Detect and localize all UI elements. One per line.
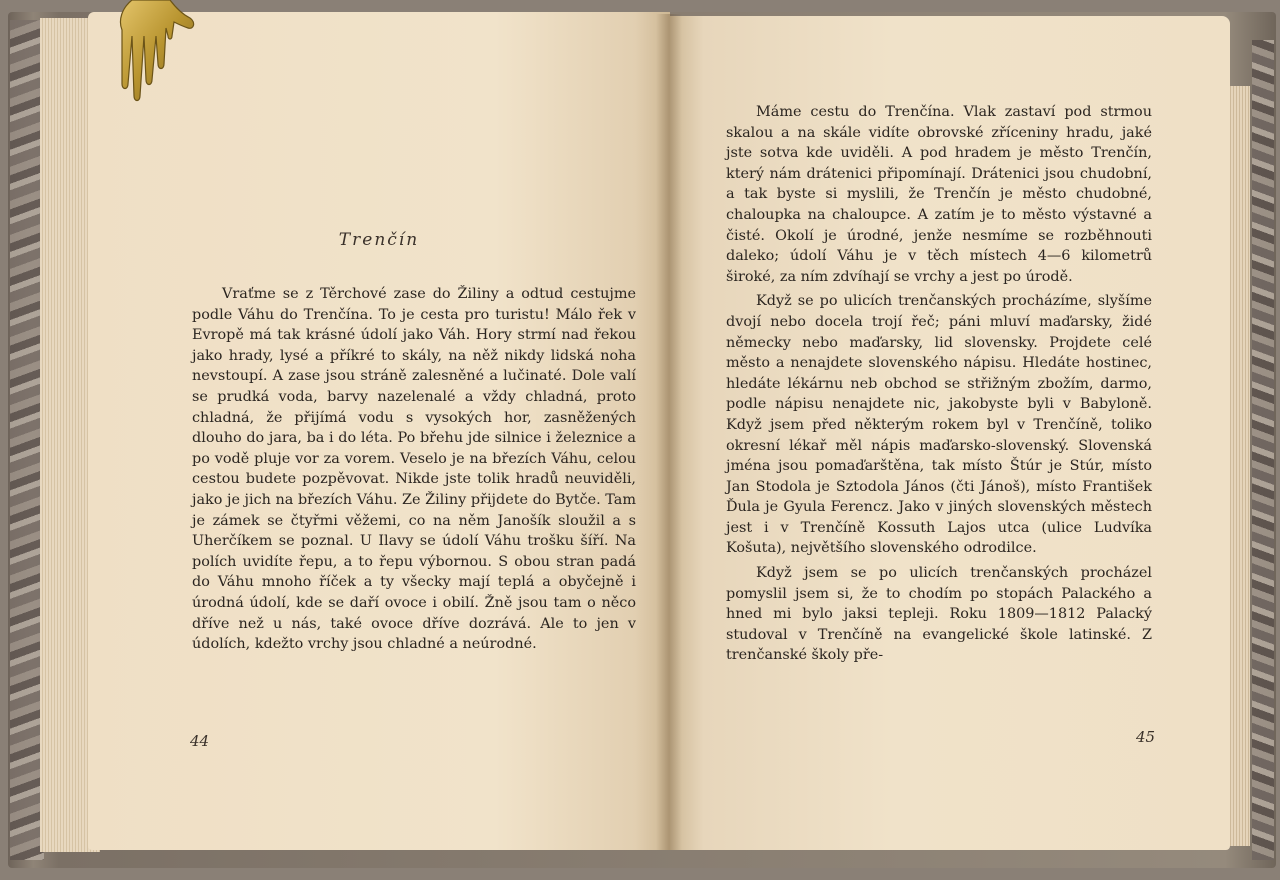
book-gutter bbox=[656, 14, 682, 850]
right-paragraph-2: Když se po ulicích trenčanských procházíme, slyšíme dvojí nebo docela trojí řeč; páni mluví maďarsky, židé německy nebo maďarsky, lid slovensky. Projdete celé město a nenajdete slovenského nápisu. Hledáte hostinec, hledáte lékárnu neb obchod se střižným zbožím, darmo, podle nápisu nenajdete nic, jakobyste byli v Babyloně. Když jsem před některým rokem byl v Trenčíně, toliko okresní lékař měl nápis maďarsko-slovenský. Slovenská jména jsou pomaďarštěna, tak místo Štúr je Stúr, místo Jan Stodola je Sztodola János (čti Jánoš), místo František Ďula je Gyula Ferencz. Jako v jiných slovenských městech jest i v Trenčíně Kossuth Lajos utca (ulice Ludvíka Košuta), největšího slovenského odrodilce. bbox=[726, 293, 1152, 557]
left-page bbox=[88, 12, 670, 850]
brass-hand-bookmark-icon bbox=[92, 0, 202, 104]
left-paragraph: Vraťme se z Těrchové zase do Žiliny a odtud cestujme podle Váhu do Trenčína. To je cesta pro turistu! Málo řek v Evropě má tak krásné údolí jako Váh. Hory strmí nad řekou jako hrady, lysé a příkré to skály, na něž nikdy lidská noha nevstoupí. A zase jsou stráně zalesněné a lučinaté. Dole valí se prudká voda, barvy nazelenalé a vždy chladná, proto chladná, že přijímá vodu s vysokých hor, zasněžených dlouho do jara, ba i do léta. Po břehu jde silnice i železnice a po vodě pluje vor za vorem. Veselo je na březích Váhu, celou cestou budete pozpěvovat. Nikde jste tolik hradů neuviděli, jako je jich na březích Váhu. Ze Žiliny přijdete do Bytče. Tam je zámek se čtyřmi věžemi, co na něm Janošík sloužil a s Uherčíkem se poznal. U Ilavy se údolí Váhu trošku šíří. Na polích uvidíte řepu, a to řepu výbornou. S obou stran padá do Váhu mnoho říček a ty všecky mají teplá a obyčejně i úrodná údolí, kde se daří ovoce i obilí. Žně jsou tam o něco dříve než u nás, také ovoce dříve dozrává. Ale to jen v údolích, kdežto vrchy jsou chladné a neúrodné. bbox=[192, 286, 636, 653]
page-number-left: 44 bbox=[190, 732, 210, 750]
left-page-text bbox=[192, 284, 636, 655]
right-paragraph-1: Máme cestu do Trenčína. Vlak zastaví pod strmou skalou a na skále vidíte obrovské zříceniny hradu, jaké jste sotva kde uviděli. A pod hradem je město Trenčín, který nám drátenici připomínají. Drátenici jsou chudobní, a tak byste si myslili, že Trenčín je město chudobné, chaloupka na chaloupce. A zatím je to město výstavné a čisté. Okolí je úrodné, jenže nesmíme se rozběhnouti daleko; údolí Váhu je v těch místech 4—6 kilometrů široké, za ním zdvíhají se vrchy a jest po úrodě. bbox=[726, 104, 1152, 285]
chapter-title: Trenčín bbox=[338, 230, 420, 250]
right-paragraph-3: Když jsem se po ulicích trenčanských procházel pomyslil jsem si, že to chodím po stopách Palackého a hned mi bylo jaksi tepleji. Roku 1809—1812 Palacký studoval v Trenčíně na evangelické škole latinské. Z trenčanské školy pře- bbox=[726, 565, 1152, 664]
right-page-text bbox=[726, 102, 1152, 666]
marbled-board-right bbox=[1252, 40, 1274, 860]
page-number-right: 45 bbox=[1136, 728, 1156, 746]
marbled-board-left bbox=[10, 20, 44, 860]
right-page bbox=[670, 16, 1230, 850]
